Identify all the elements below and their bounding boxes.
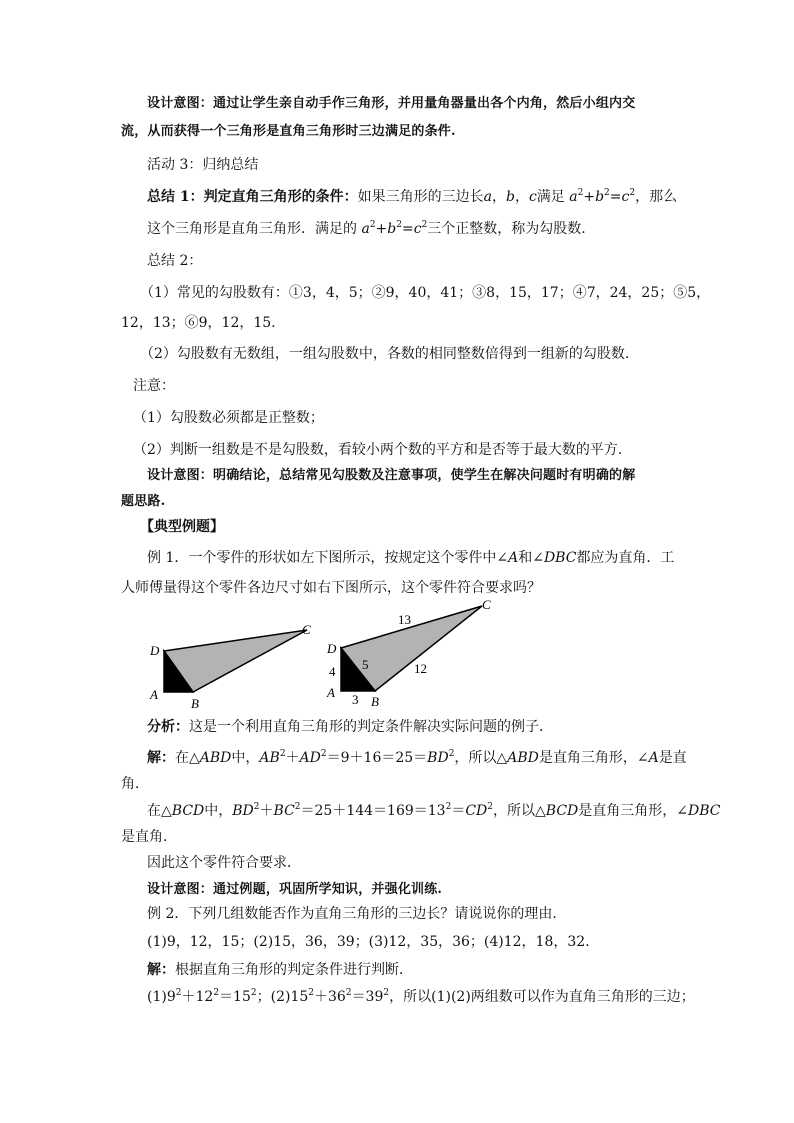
label-b: B bbox=[371, 694, 379, 709]
example-1-solution-line1b: 角． bbox=[121, 776, 149, 792]
figure-left-part-shape bbox=[140, 620, 325, 720]
summary-2-item1-line1: （1）常见的勾股数有：①3，4，5；②9，40，41；③8，15，17；④7，24，25；⑤5， bbox=[140, 285, 711, 301]
example-2-options: (1)9，12，15；(2)15，36，39；(3)12，35，36；(4)12，18，32． bbox=[147, 934, 600, 950]
examples-heading: 【典型例题】 bbox=[140, 519, 224, 535]
summary-2-heading: 总结 2： bbox=[147, 253, 203, 269]
side-label-bc: 12 bbox=[414, 661, 427, 676]
figure-right-measured-part bbox=[322, 596, 507, 716]
label-a: A bbox=[150, 687, 158, 702]
side-label-ab: 3 bbox=[352, 692, 359, 707]
summary-2-item1-line2: 12，13；⑥9，12，15. bbox=[121, 315, 276, 331]
label-c: C bbox=[482, 597, 491, 612]
label-a: A bbox=[327, 685, 335, 700]
side-label-db: 5 bbox=[362, 657, 369, 672]
example-2-solution-detail: $(1)9^2+12^2=15^2$；$(2)15^2+36^2=39^2$，所以(1)(2)两组数可以作为直角三角形的三边； bbox=[147, 988, 695, 1005]
design-intent-label: 设计意图： bbox=[147, 96, 214, 111]
summary-1-line2: 这个三角形是直角三角形．满足的 $a^2+b^2=c^2$三个正整数，称为勾股数. bbox=[147, 220, 586, 237]
design-intent-2-line2: 题思路. bbox=[121, 494, 166, 509]
label-c: C bbox=[302, 622, 311, 637]
side-label-ad: 4 bbox=[329, 664, 336, 679]
label-d: D bbox=[150, 643, 160, 658]
example-2-solution: 解：根据直角三角形的判定条件进行判断． bbox=[147, 962, 413, 978]
design-intent-1-line2: 流，从而获得一个三角形是直角三角形时三边满足的条件. bbox=[121, 124, 456, 139]
notes-heading: 注意： bbox=[133, 378, 175, 394]
example-1-line1: 例 1．一个零件的形状如左下图所示，按规定这个零件中∠A和∠DBC都应为直角．工 bbox=[147, 550, 675, 566]
design-intent-1-line1: 设计意图：通过让学生亲自动手作三角形，并用量角器量出各个内角，然后小组内交 bbox=[147, 96, 636, 111]
summary-1-line1: 总结 1：判定直角三角形的条件：如果三角形的三边长a，b，c满足 $a^2+b^2=c^2$，那么 bbox=[147, 188, 678, 205]
example-1-solution-line1: 解：在△ABD中，$AB^2+AD^2=9+16=25=BD^2$，所以△ABD是直角三角形，∠A是直 bbox=[147, 749, 687, 766]
example-1-analysis: 分析：这是一个利用直角三角形的判定条件解决实际问题的例子． bbox=[147, 719, 553, 735]
side-label-dc: 13 bbox=[398, 612, 411, 627]
notes-item2: （2）判断一组数是不是勾股数，看较小两个数的平方和是否等于最大数的平方. bbox=[133, 442, 623, 458]
notes-item1: （1）勾股数必须都是正整数； bbox=[133, 410, 324, 426]
example-1-line2: 人师傅量得这个零件各边尺寸如右下图所示，这个零件符合要求吗？ bbox=[121, 580, 541, 596]
example-1-solution-line2: 在△BCD中，$BD^2+BC^2=25+144=169=13^2=CD^2$，所以△BCD是直角三角形，∠DBC bbox=[147, 802, 721, 819]
design-intent-2-line1: 设计意图：明确结论，总结常见勾股数及注意事项，使学生在解决问题时有明确的解 bbox=[147, 468, 636, 483]
design-intent-label: 设计意图： bbox=[147, 468, 214, 483]
example-2-question: 例 2．下列几组数能否作为直角三角形的三边长？请说说你的理由． bbox=[147, 906, 567, 922]
label-d: D bbox=[327, 641, 337, 656]
example-1-conclusion: 因此这个零件符合要求． bbox=[147, 855, 301, 871]
activity-3-heading: 活动 3：归纳总结 bbox=[147, 157, 259, 173]
design-intent-3: 设计意图：通过例题，巩固所学知识，并强化训练. bbox=[147, 882, 443, 897]
summary-2-item2: （2）勾股数有无数组，一组勾股数中，各数的相同整数倍得到一组新的勾股数. bbox=[140, 346, 630, 362]
design-intent-label: 设计意图： bbox=[147, 882, 214, 897]
label-b: B bbox=[191, 696, 199, 711]
example-1-solution-line2b: 是直角． bbox=[121, 829, 177, 845]
